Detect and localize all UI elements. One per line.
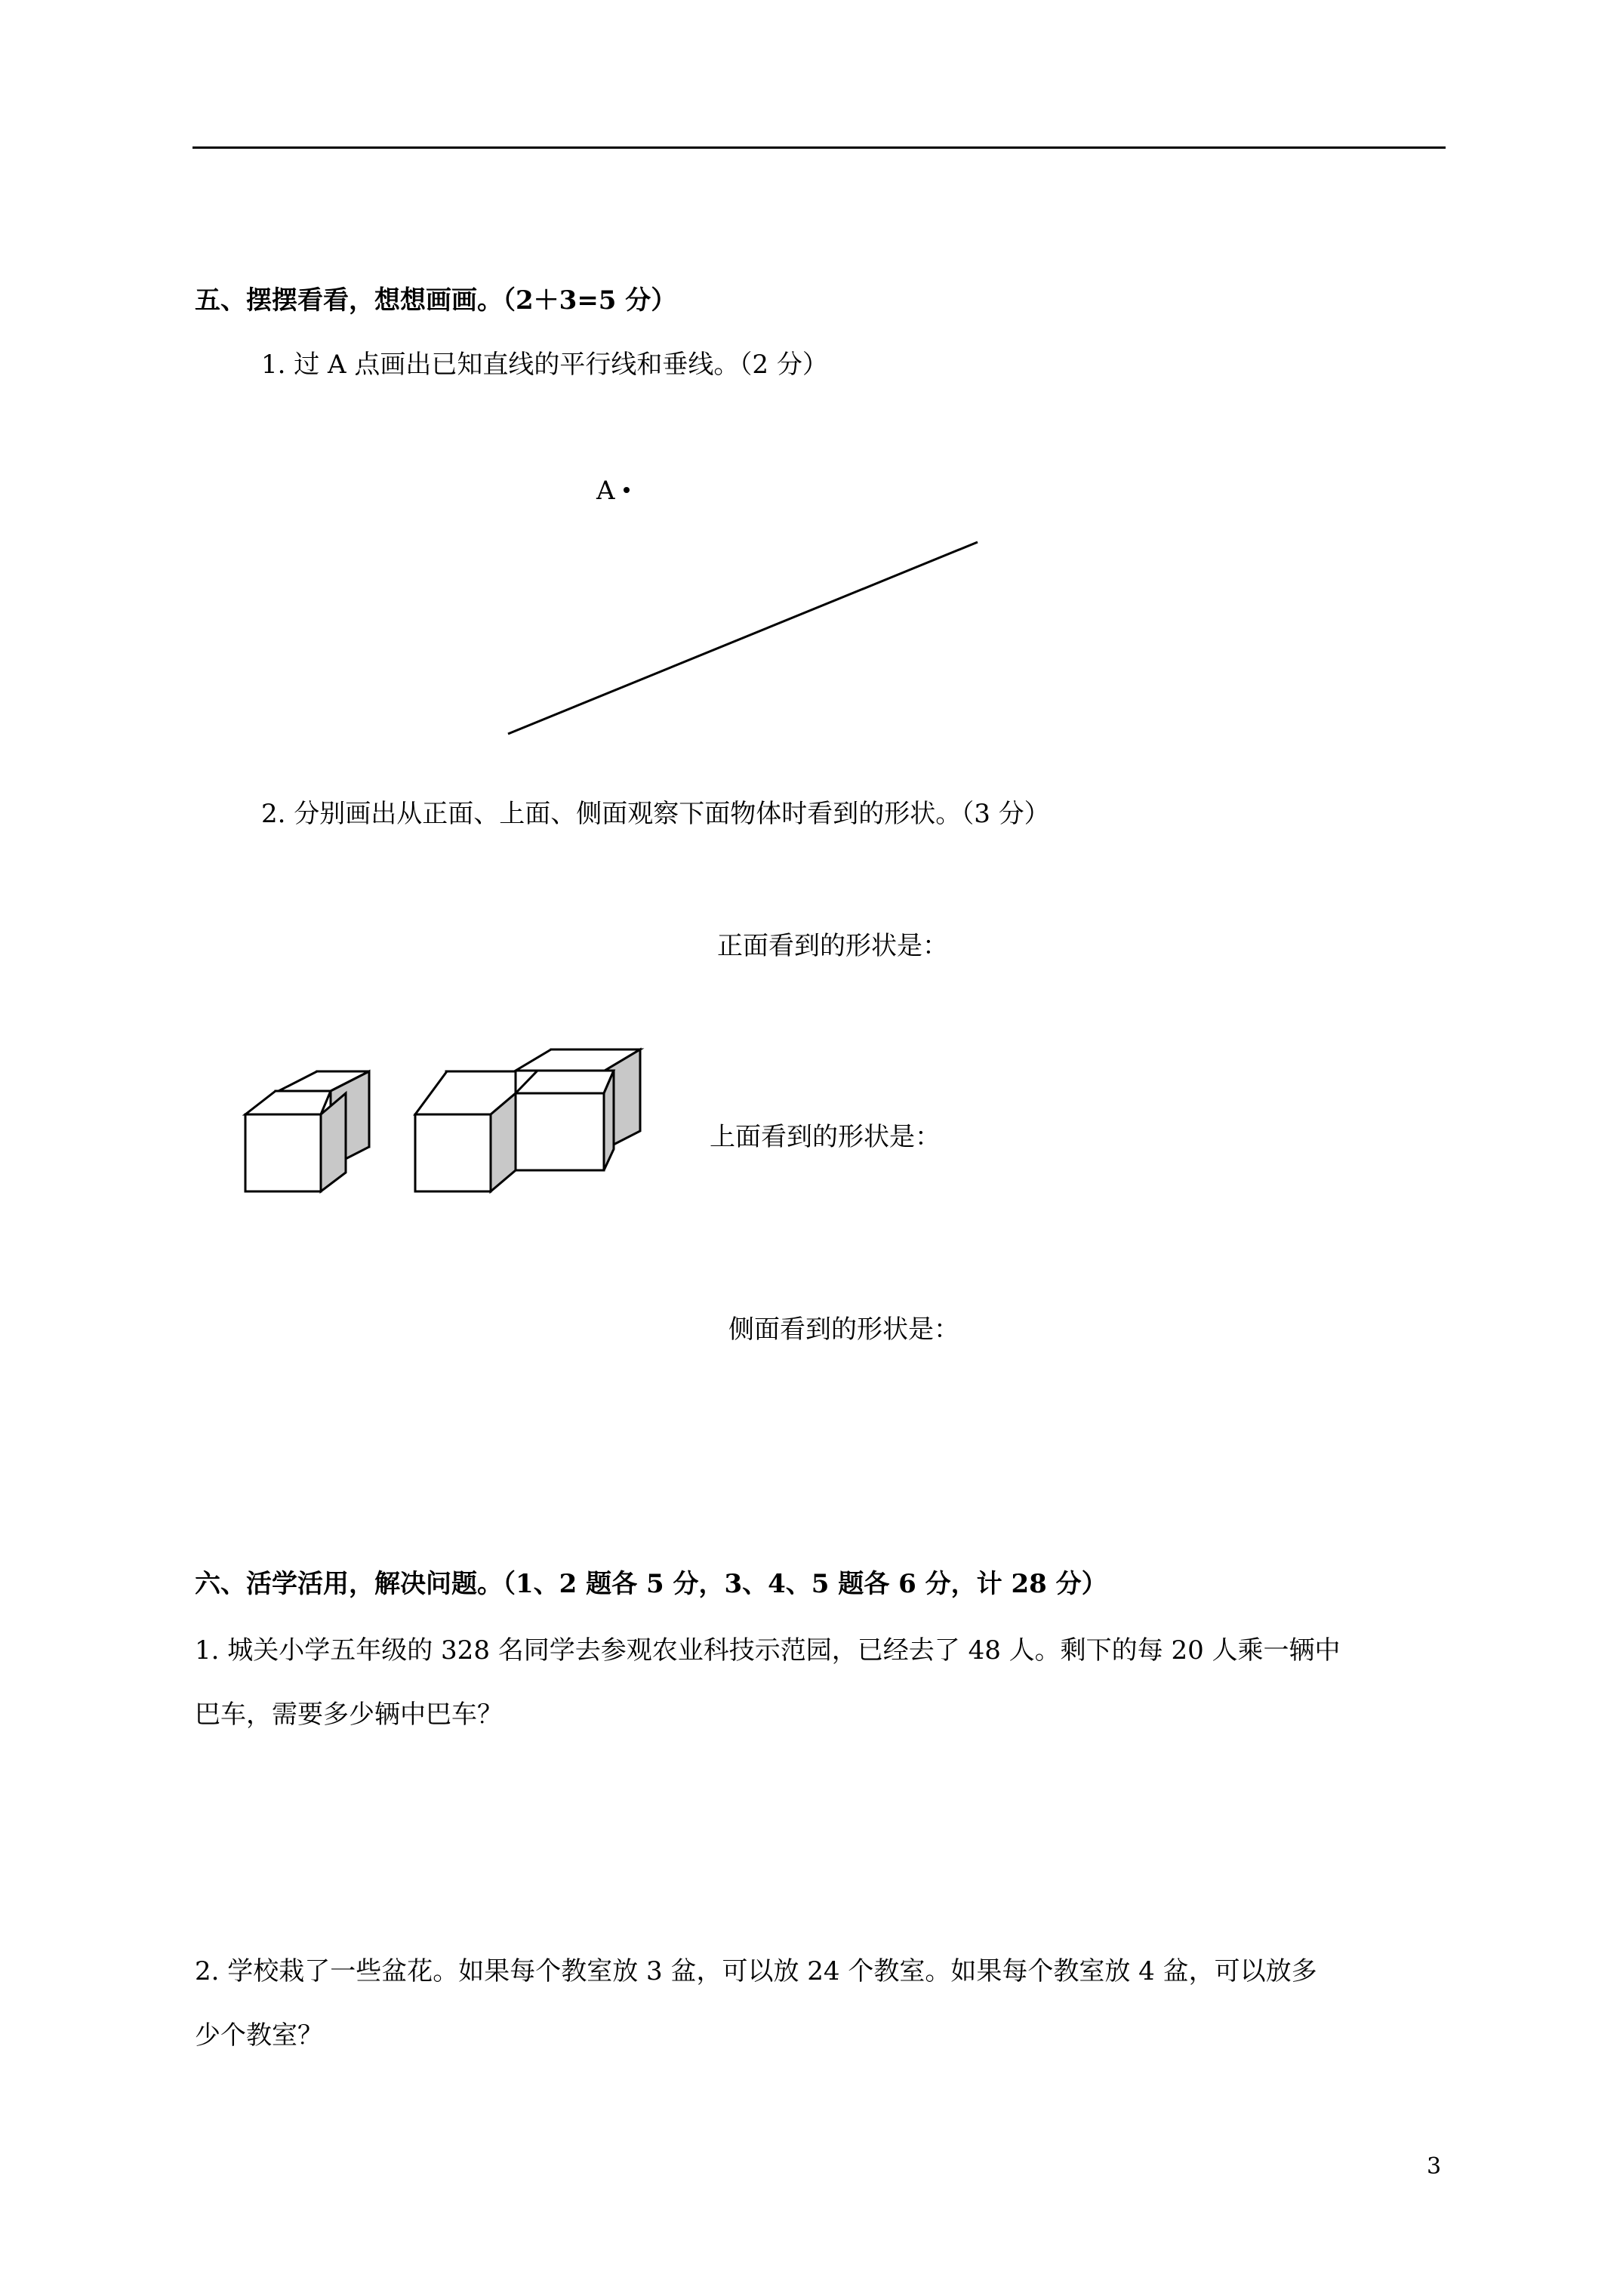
point-a-label: A	[596, 476, 615, 506]
problem2-line1: 2. 学校栽了一些盆花。如果每个教室放 3 盆，可以放 24 个教室。如果每个教室放 4 盆，可以放多	[195, 1956, 1317, 1986]
question1-text: 1. 过 A 点画出已知直线的平行线和垂线。（2 分）	[261, 350, 828, 380]
front-view-label: 正面看到的形状是：	[717, 931, 948, 961]
problem1-line2: 巴车，需要多少辆中巴车？	[195, 1700, 503, 1730]
top-view-label: 上面看到的形状是：	[710, 1122, 941, 1152]
section5-heading: 五、摆摆看看，想想画画。（2＋3=5 分）	[195, 285, 677, 316]
cube-group-left	[245, 1071, 369, 1191]
side-view-label: 侧面看到的形状是：	[728, 1314, 959, 1345]
page-number: 3	[1427, 2153, 1442, 2180]
problem2-line2: 少个教室？	[195, 2020, 323, 2051]
cube-group-right	[415, 1049, 640, 1191]
question2-text: 2. 分别画出从正面、上面、侧面观察下面物体时看到的形状。（3 分）	[261, 799, 1050, 829]
problem1-line1: 1. 城关小学五年级的 328 名同学去参观农业科技示范园，已经去了 48 人。剩下的每 20 人乘一辆中	[195, 1635, 1341, 1666]
point-a-dot	[624, 487, 630, 493]
section6-heading: 六、活学活用，解决问题。（1、2 题各 5 分，3、4、5 题各 6 分，计 28 分）	[195, 1569, 1107, 1599]
given-line	[508, 542, 978, 734]
